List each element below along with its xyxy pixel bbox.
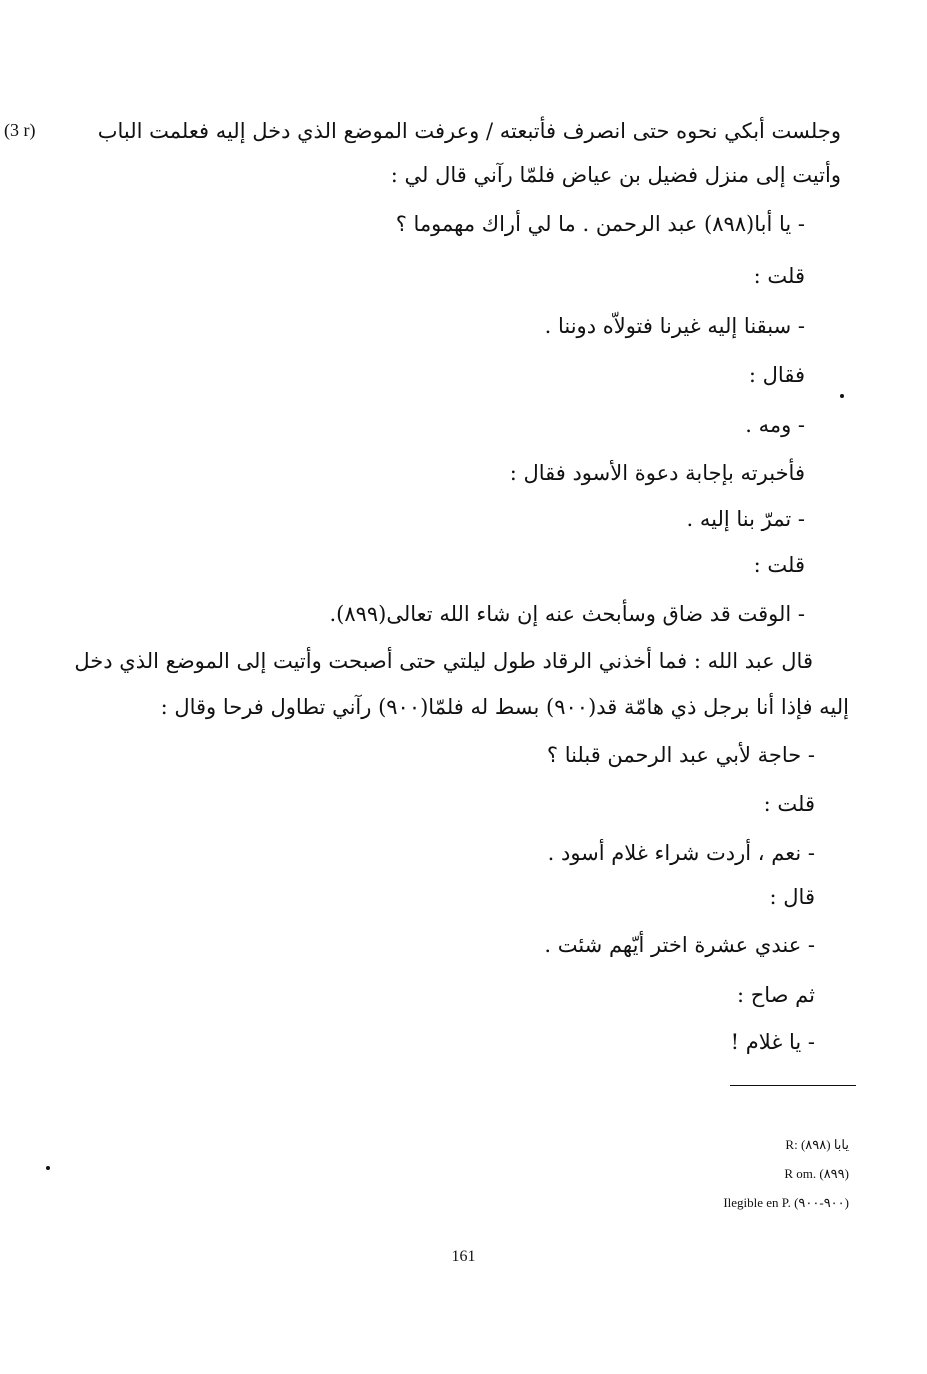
margin-dot-mark xyxy=(46,1166,50,1170)
text-line-13: إليه فإذا أنا برجل ذي هامّة قد(٩٠٠) بسط له فلمّا(٩٠٠) رآني تطاول فرحا وقال : xyxy=(160,695,849,719)
text-line-19: ثم صاح : xyxy=(736,983,815,1007)
text-line-12: قال عبد الله : فما أخذني الرقاد طول ليلتي حتى أصبحت وأتيت إلى الموضع الذي دخل xyxy=(74,649,813,673)
margin-folio-reference: (3 r) xyxy=(4,120,36,140)
text-line-10: قلت : xyxy=(753,553,805,577)
text-line-8: فأخبرته بإجابة دعوة الأسود فقال : xyxy=(509,461,805,485)
margin-dot-mark xyxy=(840,394,844,398)
text-line-20: - يا غلام ! xyxy=(730,1030,815,1054)
footnote-separator xyxy=(730,1085,856,1086)
text-line-6: فقال : xyxy=(748,363,805,387)
text-line-4: قلت : xyxy=(753,264,805,288)
text-line-16: - نعم ، أردت شراء غلام أسود . xyxy=(547,841,815,865)
text-line-2: وأتيت إلى منزل فضيل بن عياض فلمّا رآني قال لي : xyxy=(390,163,841,187)
text-line-15: قلت : xyxy=(763,792,815,816)
text-line-18: - عندي عشرة اختر أيّهم شئت . xyxy=(544,933,815,957)
text-line-5: - سبقنا إليه غيرنا فتولاّه دوننا . xyxy=(544,314,805,338)
text-line-11: - الوقت قد ضاق وسأبحث عنه إن شاء الله تعالى(٨٩٩). xyxy=(329,602,805,626)
text-line-14: - حاجة لأبي عبد الرحمن قبلنا ؟ xyxy=(546,743,815,767)
text-line-17: قال : xyxy=(769,885,815,909)
text-line-7: - ومه . xyxy=(745,413,805,437)
text-line-3: - يا أبا(٨٩٨) عبد الرحمن . ما لي أراك مهموما ؟ xyxy=(395,212,805,236)
footnote-898: R: يابا (٨٩٨) xyxy=(785,1137,849,1152)
page-number: 161 xyxy=(451,1248,476,1265)
text-line-1: وجلست أبكي نحوه حتى انصرف فأتبعته / وعرفت الموضع الذي دخل إليه فعلمت الباب xyxy=(97,119,841,143)
text-line-9: - تمرّ بنا إليه . xyxy=(686,507,805,531)
footnote-899: R om. (٨٩٩) xyxy=(784,1166,849,1181)
footnote-900: Ilegible en P. (٩٠٠-٩٠٠) xyxy=(723,1195,849,1210)
